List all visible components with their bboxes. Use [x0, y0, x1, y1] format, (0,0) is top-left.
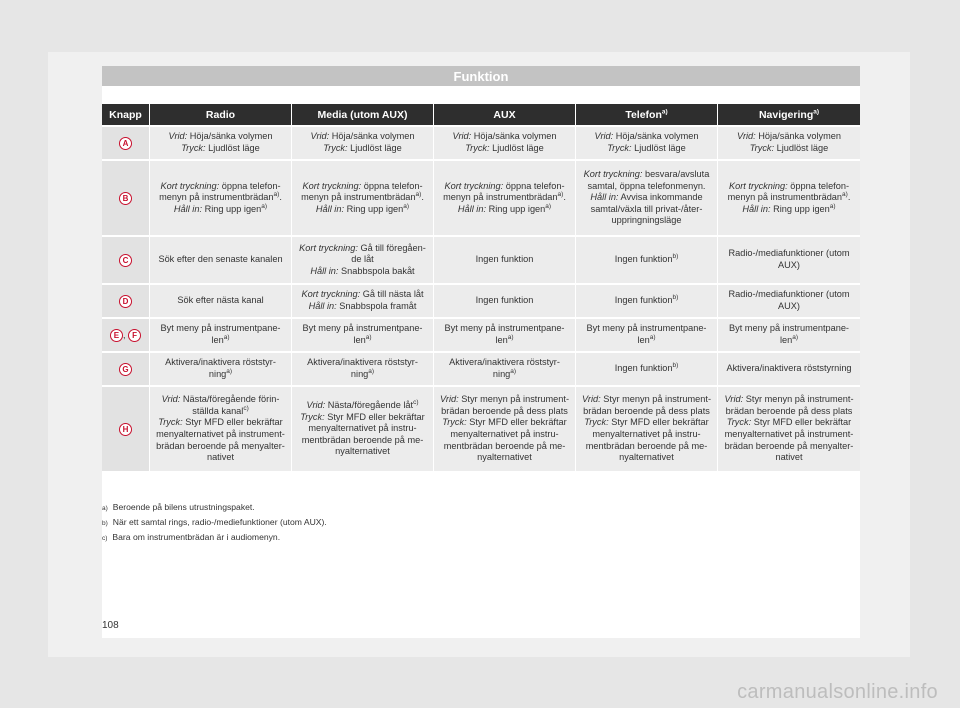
table-cell: Vrid: Styr menyn på instrument-brädan beroende på dess plats Tryck: Styr MFD eller bekräftar menyalternativet på instru-mentbrädan beroende på me-nyalternativet — [576, 387, 718, 471]
table-cell: Vrid: Styr menyn på instrument-brädan beroende på dess plats Tryck: Styr MFD eller bekräftar menyalternativet på instrument-brädan beroende på menyalter-nativet — [718, 387, 860, 471]
table-cell: Kort tryckning: Gå till nästa låt Håll in: Snabbspola framåt — [292, 285, 434, 317]
table-cell: Vrid: Nästa/föregående låt$^{c)}$ Tryck: Styr MFD eller bekräftar menyalternativet på instru-mentbrädan beroende på me-nyalternativet — [292, 387, 434, 471]
key-cell — [102, 387, 150, 471]
table-row — [102, 127, 860, 159]
page-content — [102, 66, 860, 638]
key-cell — [102, 127, 150, 159]
key-badge-d: D — [119, 295, 132, 308]
table-cell: Byt meny på instrumentpane-len$^{a)}$ — [150, 319, 292, 351]
table-cell: Byt meny på instrumentpane-len$^{a)}$ — [718, 319, 860, 351]
table-cell: Byt meny på instrumentpane-len$^{a)}$ — [576, 319, 718, 351]
col-header-navigering: Navigering$^{a)}$ — [718, 104, 860, 125]
table-cell: Radio-/mediafunktioner (utom AUX) — [718, 237, 860, 283]
table-row — [102, 387, 860, 471]
table-cell: Kort tryckning: öppna telefon-menyn på instrumentbrädan$^{a)}$. Håll in: Ring upp igen$^{a)}$ — [292, 161, 434, 235]
table-row — [102, 319, 860, 351]
page-number: 108 — [102, 620, 119, 631]
watermark: carmanualsonline.info — [737, 681, 938, 703]
footnote: b) När ett samtal rings, radio-/mediefunktioner (utom AUX). — [102, 517, 327, 527]
col-header-media: Media (utom AUX) — [292, 104, 434, 125]
footnotes — [102, 502, 860, 547]
table-cell: Aktivera/inaktivera röststyrning — [718, 353, 860, 385]
key-cell — [102, 237, 150, 283]
table-cell: Ingen funktion$^{b)}$ — [576, 353, 718, 385]
section-title: Funktion — [102, 66, 860, 86]
manual-page — [48, 52, 910, 657]
key-badge-f: F — [128, 329, 141, 342]
table-cell: Vrid: Höja/sänka volymen Tryck: Ljudlöst läge — [434, 127, 576, 159]
table-row — [102, 161, 860, 235]
table-cell: Aktivera/inaktivera röststyr-ning$^{a)}$ — [434, 353, 576, 385]
table-cell: Sök efter den senaste kanalen — [150, 237, 292, 283]
table-header-row — [102, 104, 860, 125]
table-cell: Vrid: Höja/sänka volymen Tryck: Ljudlöst läge — [150, 127, 292, 159]
footnote: a) Beroende på bilens utrustningspaket. — [102, 502, 255, 512]
table-cell: Kort tryckning: Gå till föregåen-de låt Håll in: Snabbspola bakåt — [292, 237, 434, 283]
table-cell: Byt meny på instrumentpane-len$^{a)}$ — [292, 319, 434, 351]
table-cell: Vrid: Höja/sänka volymen Tryck: Ljudlöst läge — [576, 127, 718, 159]
table-cell: Vrid: Styr menyn på instrument-brädan beroende på dess plats Tryck: Styr MFD eller bekräftar menyalternativet på instru-mentbrädan beroende på me-nyalternativet — [434, 387, 576, 471]
table-cell: Kort tryckning: öppna telefon-menyn på instrumentbrädan$^{a)}$. Håll in: Ring upp igen$^{a)}$ — [150, 161, 292, 235]
col-header-knapp: Knapp — [102, 104, 150, 125]
table-cell: Ingen funktion$^{b)}$ — [576, 285, 718, 317]
table-cell: Aktivera/inaktivera röststyr-ning$^{a)}$ — [292, 353, 434, 385]
col-header-radio: Radio — [150, 104, 292, 125]
table-cell: Vrid: Höja/sänka volymen Tryck: Ljudlöst läge — [292, 127, 434, 159]
key-badge-c: C — [119, 254, 132, 267]
table-cell: Sök efter nästa kanal — [150, 285, 292, 317]
key-cell: E , F — [102, 319, 150, 351]
key-badge-e: E — [110, 329, 123, 342]
table-cell: Aktivera/inaktivera röststyr-ning$^{a)}$ — [150, 353, 292, 385]
key-badge-b: B — [119, 192, 132, 205]
col-header-telefon: Telefon$^{a)}$ — [576, 104, 718, 125]
table-cell: Kort tryckning: besvara/avsluta samtal, öppna telefonmenyn. Håll in: Avvisa inkommande samtal/växla till privat-/åter-uppringningsläge — [576, 161, 718, 235]
key-badge-h: H — [119, 423, 132, 436]
footnote: c) Bara om instrumentbrädan är i audiomenyn. — [102, 532, 281, 542]
table-cell: Ingen funktion — [434, 237, 576, 283]
table-cell: Vrid: Nästa/föregående förin-ställda kanal$^{c)}$ Tryck: Styr MFD eller bekräftar menyalternativet på instrument-brädan beroende på menyalter-nativet — [150, 387, 292, 471]
table-cell: Ingen funktion$^{b)}$ — [576, 237, 718, 283]
table-cell: Byt meny på instrumentpane-len$^{a)}$ — [434, 319, 576, 351]
table-cell: Ingen funktion — [434, 285, 576, 317]
key-cell — [102, 161, 150, 235]
table-row — [102, 285, 860, 317]
key-badge-a: A — [119, 137, 132, 150]
table-cell: Vrid: Höja/sänka volymen Tryck: Ljudlöst läge — [718, 127, 860, 159]
table-row — [102, 353, 860, 385]
table-cell: Kort tryckning: öppna telefon-menyn på instrumentbrädan$^{a)}$. Håll in: Ring upp igen$^{a)}$ — [434, 161, 576, 235]
table-cell: Kort tryckning: öppna telefon-menyn på instrumentbrädan$^{a)}$. Håll in: Ring upp igen$^{a)}$ — [718, 161, 860, 235]
key-badge-g: G — [119, 363, 132, 376]
table-cell: Radio-/mediafunktioner (utom AUX) — [718, 285, 860, 317]
col-header-aux: AUX — [434, 104, 576, 125]
key-cell — [102, 353, 150, 385]
table-row — [102, 237, 860, 283]
key-cell — [102, 285, 150, 317]
function-table — [102, 102, 860, 473]
